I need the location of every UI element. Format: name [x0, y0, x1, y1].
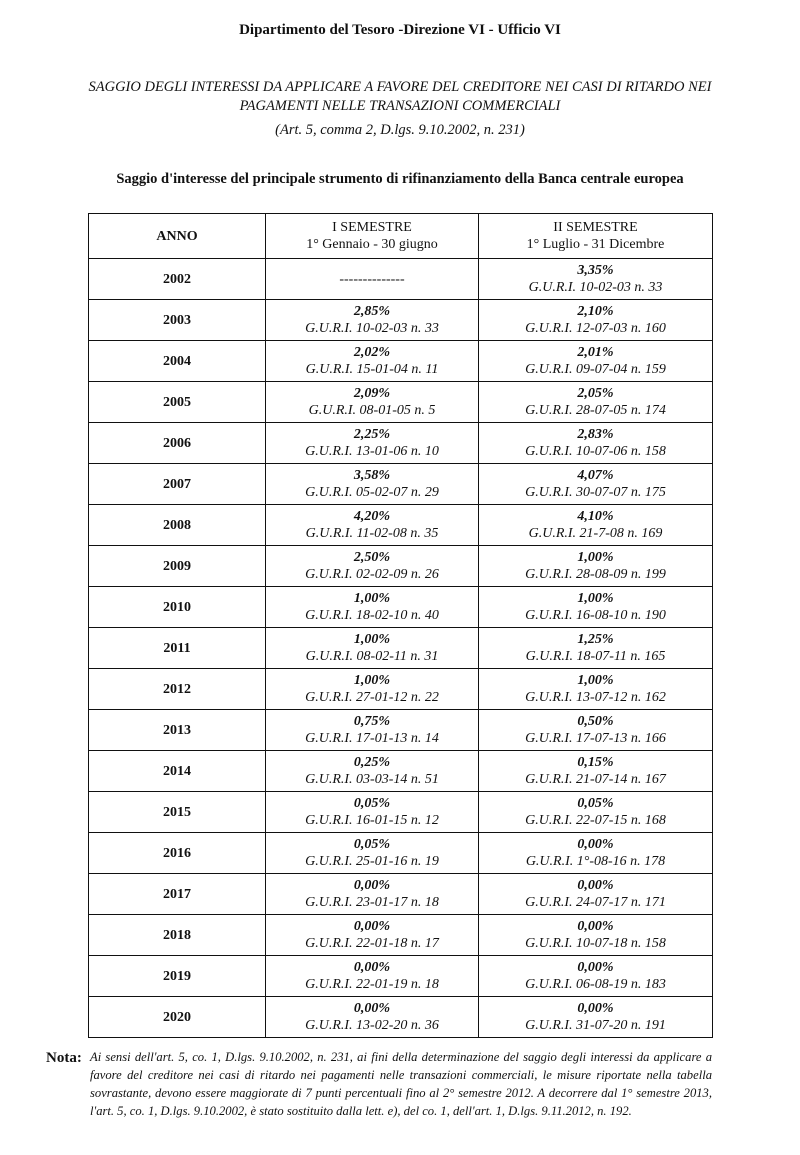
- rate-value: 0,75%: [353, 714, 391, 729]
- rate-value: 0,00%: [577, 878, 614, 893]
- gazette-reference: G.U.R.I. 02-02-09 n. 26: [305, 567, 439, 582]
- rate-value: 0,25%: [353, 755, 391, 770]
- gazette-reference: G.U.R.I. 05-02-07 n. 29: [305, 485, 439, 500]
- year-cell: 2020: [89, 997, 266, 1038]
- table-row: [89, 997, 713, 1038]
- first-semester-cell: [266, 710, 479, 751]
- gazette-reference: G.U.R.I. 21-07-14 n. 167: [525, 772, 666, 787]
- first-semester-cell: [266, 956, 479, 997]
- table-row: [89, 710, 713, 751]
- first-semester-cell: [266, 423, 479, 464]
- rate-value: 2,02%: [353, 345, 391, 360]
- gazette-reference: G.U.R.I. 13-01-06 n. 10: [305, 444, 439, 459]
- first-semester-header: [266, 214, 479, 259]
- first-semester-cell: [266, 259, 479, 300]
- second-semester-cell: [479, 423, 713, 464]
- gazette-reference: G.U.R.I. 16-01-15 n. 12: [305, 813, 439, 828]
- rate-value: 4,20%: [353, 509, 391, 524]
- gazette-reference: G.U.R.I. 10-02-03 n. 33: [528, 280, 663, 295]
- gazette-reference: G.U.R.I. 12-07-03 n. 160: [525, 321, 666, 336]
- year-cell: 2016: [89, 833, 266, 874]
- first-semester-cell: [266, 341, 479, 382]
- year-cell: 2011: [89, 628, 266, 669]
- note-label: Nota:: [46, 1050, 82, 1066]
- first-semester-cell: [266, 587, 479, 628]
- table-row: [89, 833, 713, 874]
- first-semester-cell: [266, 464, 479, 505]
- gazette-reference: G.U.R.I. 10-02-03 n. 33: [305, 321, 439, 336]
- rate-value: 0,05%: [353, 837, 391, 852]
- second-semester-cell: [479, 956, 713, 997]
- second-semester-cell: [479, 628, 713, 669]
- rate-value: 2,05%: [577, 386, 614, 401]
- rate-value: 2,10%: [577, 304, 614, 319]
- second-semester-cell: [479, 915, 713, 956]
- gazette-reference: G.U.R.I. 13-02-20 n. 36: [305, 1018, 439, 1033]
- table-row: [89, 915, 713, 956]
- second-semester-cell: [479, 382, 713, 423]
- rate-value: 2,09%: [353, 386, 391, 401]
- first-semester-cell: [266, 628, 479, 669]
- table-row: [89, 259, 713, 300]
- year-cell: 2004: [89, 341, 266, 382]
- gazette-reference: G.U.R.I. 13-07-12 n. 162: [525, 690, 666, 705]
- first-semester-cell: [266, 546, 479, 587]
- second-semester-cell: [479, 874, 713, 915]
- gazette-reference: G.U.R.I. 17-07-13 n. 166: [525, 731, 666, 746]
- gazette-reference: G.U.R.I. 28-07-05 n. 174: [525, 403, 666, 418]
- table-row: [89, 669, 713, 710]
- gazette-reference: G.U.R.I. 15-01-04 n. 11: [305, 362, 439, 377]
- rate-value: 1,25%: [577, 632, 614, 647]
- table-row: [89, 587, 713, 628]
- gazette-reference: G.U.R.I. 06-08-19 n. 183: [525, 977, 666, 992]
- table-row: [89, 464, 713, 505]
- rate-value: 2,83%: [577, 427, 614, 442]
- year-cell: 2002: [89, 259, 266, 300]
- table-header-row: [89, 214, 713, 259]
- rate-value: 0,00%: [577, 837, 614, 852]
- rate-value: 0,05%: [577, 796, 614, 811]
- rate-value: 1,00%: [577, 673, 614, 688]
- gazette-reference: G.U.R.I. 31-07-20 n. 191: [525, 1018, 666, 1033]
- gazette-reference: G.U.R.I. 1°-08-16 n. 178: [525, 854, 666, 869]
- table-row: [89, 423, 713, 464]
- table-row: [89, 341, 713, 382]
- rate-value: 3,35%: [577, 263, 614, 278]
- rate-value: 1,00%: [577, 591, 614, 606]
- second-semester-cell: [479, 751, 713, 792]
- note-text: Ai sensi dell'art. 5, co. 1, D.lgs. 9.10.2002, n. 231, ai fini della determinazione del saggio degli interessi da applicare a favore del creditore nei casi di ritardo nei pagamenti nelle transazioni commerciali, le misure riportate nella tabella sovrastante, devono essere maggiorate di 7 punti percentuali fino al 2° semestre 2012. A decorrere dal 1° semestre 2013, l'art. 5, co. 1, D.lgs. 9.10.2002, è stato sostituito dalla lett. e), del co. 1, dell'art. 1, D.lgs. 9.11.2012, n. 192.: [90, 1050, 712, 1118]
- rate-value: 0,00%: [577, 960, 614, 975]
- document-subtitle: SAGGIO DEGLI INTERESSI DA APPLICARE A FAVORE DEL CREDITORE NEI CASI DI RITARDO NEI PAGAMENTI NELLE TRANSAZIONI COMMERCIALI: [88, 79, 712, 114]
- rate-value: 2,25%: [353, 427, 391, 442]
- year-cell: 2005: [89, 382, 266, 423]
- first-semester-cell: [266, 300, 479, 341]
- gazette-reference: G.U.R.I. 25-01-16 n. 19: [305, 854, 439, 869]
- second-semester-cell: [479, 341, 713, 382]
- gazette-reference: G.U.R.I. 18-02-10 n. 40: [305, 608, 439, 623]
- rate-value: 1,00%: [353, 632, 391, 647]
- year-cell: 2019: [89, 956, 266, 997]
- second-semester-cell: [479, 300, 713, 341]
- gazette-reference: G.U.R.I. 22-01-18 n. 17: [305, 936, 439, 951]
- first-semester-cell: [266, 669, 479, 710]
- gazette-reference: G.U.R.I. 11-02-08 n. 35: [305, 526, 439, 541]
- rate-value: 1,00%: [353, 673, 391, 688]
- gazette-reference: G.U.R.I. 10-07-06 n. 158: [525, 444, 666, 459]
- table-body: [89, 259, 713, 1038]
- year-cell: 2007: [89, 464, 266, 505]
- first-semester-cell: [266, 874, 479, 915]
- year-cell: 2018: [89, 915, 266, 956]
- rate-value: 0,00%: [353, 919, 391, 934]
- second-semester-cell: [479, 833, 713, 874]
- rate-value: 0,00%: [577, 919, 614, 934]
- rate-value: --------------: [339, 271, 405, 287]
- rate-value: 1,00%: [577, 550, 614, 565]
- table-row: [89, 546, 713, 587]
- first-semester-cell: [266, 505, 479, 546]
- gazette-reference: G.U.R.I. 18-07-11 n. 165: [525, 649, 666, 664]
- gazette-reference: G.U.R.I. 17-01-13 n. 14: [305, 731, 439, 746]
- second-semester-cell: [479, 792, 713, 833]
- legal-reference: (Art. 5, comma 2, D.lgs. 9.10.2002, n. 231): [275, 122, 525, 138]
- rate-value: 0,00%: [577, 1001, 614, 1016]
- rate-value: 0,05%: [353, 796, 391, 811]
- rate-value: 0,00%: [353, 1001, 391, 1016]
- year-cell: 2010: [89, 587, 266, 628]
- second-semester-header: [479, 214, 713, 259]
- second-semester-cell: [479, 587, 713, 628]
- table-row: [89, 300, 713, 341]
- gazette-reference: G.U.R.I. 21-7-08 n. 169: [528, 526, 663, 541]
- rate-value: 4,07%: [577, 468, 614, 483]
- second-semester-cell: [479, 546, 713, 587]
- second-semester-title: II SEMESTRE: [553, 220, 638, 235]
- rate-value: 2,50%: [353, 550, 391, 565]
- gazette-reference: G.U.R.I. 22-07-15 n. 168: [525, 813, 666, 828]
- first-semester-cell: [266, 915, 479, 956]
- rate-value: 0,15%: [577, 755, 614, 770]
- year-cell: 2008: [89, 505, 266, 546]
- year-cell: 2017: [89, 874, 266, 915]
- table-row: [89, 505, 713, 546]
- first-semester-title: I SEMESTRE: [332, 220, 412, 235]
- second-semester-cell: [479, 464, 713, 505]
- table-caption: Saggio d'interesse del principale strumento di rifinanziamento della Banca centrale europea: [116, 171, 684, 187]
- year-cell: 2006: [89, 423, 266, 464]
- second-semester-cell: [479, 710, 713, 751]
- rate-value: 2,85%: [353, 304, 391, 319]
- interest-rate-table: [88, 213, 713, 1038]
- first-semester-cell: [266, 382, 479, 423]
- table-row: [89, 956, 713, 997]
- gazette-reference: G.U.R.I. 03-03-14 n. 51: [305, 772, 439, 787]
- gazette-reference: G.U.R.I. 30-07-07 n. 175: [525, 485, 666, 500]
- year-cell: 2015: [89, 792, 266, 833]
- first-semester-cell: [266, 833, 479, 874]
- rate-value: 2,01%: [577, 345, 614, 360]
- gazette-reference: G.U.R.I. 23-01-17 n. 18: [305, 895, 439, 910]
- second-semester-cell: [479, 259, 713, 300]
- gazette-reference: G.U.R.I. 28-08-09 n. 199: [525, 567, 666, 582]
- gazette-reference: G.U.R.I. 09-07-04 n. 159: [525, 362, 666, 377]
- gazette-reference: G.U.R.I. 10-07-18 n. 158: [525, 936, 666, 951]
- first-semester-cell: [266, 792, 479, 833]
- gazette-reference: G.U.R.I. 27-01-12 n. 22: [305, 690, 439, 705]
- first-semester-range: 1° Gennaio - 30 giugno: [306, 237, 438, 252]
- gazette-reference: G.U.R.I. 08-01-05 n. 5: [308, 403, 436, 418]
- table-row: [89, 751, 713, 792]
- table-row: [89, 874, 713, 915]
- year-cell: 2014: [89, 751, 266, 792]
- department-header: Dipartimento del Tesoro -Direzione VI - Ufficio VI: [239, 22, 561, 38]
- first-semester-cell: [266, 751, 479, 792]
- year-cell: 2013: [89, 710, 266, 751]
- second-semester-range: 1° Luglio - 31 Dicembre: [526, 237, 665, 252]
- gazette-reference: G.U.R.I. 24-07-17 n. 171: [525, 895, 666, 910]
- table-row: [89, 792, 713, 833]
- table-row: [89, 382, 713, 423]
- rate-value: 1,00%: [353, 591, 391, 606]
- year-cell: 2012: [89, 669, 266, 710]
- second-semester-cell: [479, 505, 713, 546]
- second-semester-cell: [479, 669, 713, 710]
- rate-value: 0,00%: [353, 960, 391, 975]
- year-cell: 2009: [89, 546, 266, 587]
- rate-value: 4,10%: [577, 509, 614, 524]
- rate-value: 3,58%: [353, 468, 391, 483]
- gazette-reference: G.U.R.I. 08-02-11 n. 31: [305, 649, 439, 664]
- rate-value: 0,00%: [353, 878, 391, 893]
- gazette-reference: G.U.R.I. 16-08-10 n. 190: [525, 608, 666, 623]
- year-column-header: ANNO: [89, 214, 266, 259]
- year-cell: 2003: [89, 300, 266, 341]
- table-row: [89, 628, 713, 669]
- gazette-reference: G.U.R.I. 22-01-19 n. 18: [305, 977, 439, 992]
- first-semester-cell: [266, 997, 479, 1038]
- second-semester-cell: [479, 997, 713, 1038]
- rate-value: 0,50%: [577, 714, 614, 729]
